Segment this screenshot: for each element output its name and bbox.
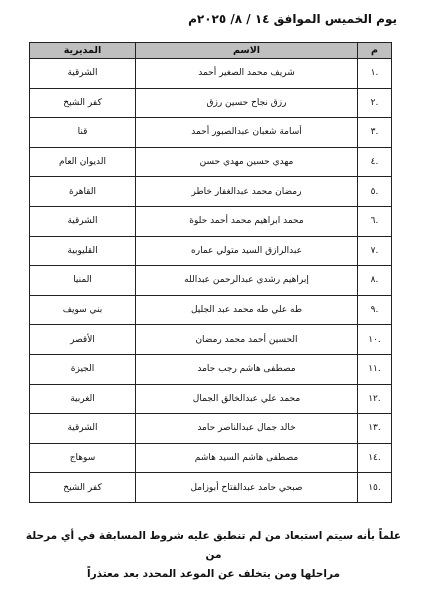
row-number: .٥	[358, 177, 392, 207]
row-directorate: الديوان العام	[30, 147, 136, 177]
table-row	[30, 266, 392, 296]
row-name: خالد جمال عبدالناصر حامد	[136, 414, 358, 444]
row-directorate: سوهاج	[30, 443, 136, 473]
row-directorate: كفر الشيخ	[30, 88, 136, 118]
row-name: مصطفى هاشم رجب حامد	[136, 354, 358, 384]
row-name: إبراهيم رشدي عبدالرحمن عبدالله	[136, 266, 358, 296]
row-number: .١٠	[358, 325, 392, 355]
row-name: محمد علي عبدالخالق الجمال	[136, 384, 358, 414]
row-directorate: الشرقية	[30, 59, 136, 89]
row-name: الحسين أحمد محمد رمضان	[136, 325, 358, 355]
row-directorate: المنيا	[30, 266, 136, 296]
table-header	[30, 43, 392, 59]
row-name: رزق نجاح حسين رزق	[136, 88, 358, 118]
table-row	[30, 177, 392, 207]
row-number: .١٣	[358, 414, 392, 444]
row-directorate: كفر الشيخ	[30, 473, 136, 503]
row-name: شريف محمد الصغير أحمد	[136, 59, 358, 89]
row-number: .١١	[358, 354, 392, 384]
table-row	[30, 147, 392, 177]
row-directorate: الغربية	[30, 384, 136, 414]
row-number: .١	[358, 59, 392, 89]
row-directorate: الشرقية	[30, 414, 136, 444]
row-name: أسامة شعبان عبدالصبور أحمد	[136, 118, 358, 148]
table-row	[30, 384, 392, 414]
row-name: مهدي حسين مهدي حسن	[136, 147, 358, 177]
table-body	[30, 59, 392, 503]
table-row	[30, 354, 392, 384]
table-row	[30, 88, 392, 118]
row-number: .٦	[358, 206, 392, 236]
row-number: .١٤	[358, 443, 392, 473]
header-row	[30, 43, 392, 59]
row-number: .٨	[358, 266, 392, 296]
row-name: مصطفى هاشم السيد هاشم	[136, 443, 358, 473]
table-row	[30, 473, 392, 503]
row-name: صبحي حامد عبدالفتاح أبوزامل	[136, 473, 358, 503]
row-number: .٤	[358, 147, 392, 177]
footer-note-line-1: علماً بأنه سيتم استبعاد من لم تنطبق عليه شروط المسابقة في أي مرحلة من	[25, 530, 402, 561]
row-directorate: القاهرة	[30, 177, 136, 207]
table-row	[30, 59, 392, 89]
row-number: .٩	[358, 295, 392, 325]
table-row	[30, 325, 392, 355]
table-row	[30, 118, 392, 148]
table-row	[30, 414, 392, 444]
row-directorate: الأقصر	[30, 325, 136, 355]
table-row	[30, 206, 392, 236]
table-row	[30, 295, 392, 325]
row-directorate: الجيزة	[30, 354, 136, 384]
row-number: .٢	[358, 88, 392, 118]
row-directorate: قنا	[30, 118, 136, 148]
row-number: .٣	[358, 118, 392, 148]
date-heading: يوم الخميس الموافق ١٤ / ٨/ ٢٠٢٥م	[188, 12, 397, 26]
row-directorate: القليوبية	[30, 236, 136, 266]
table-row	[30, 443, 392, 473]
table-row	[30, 236, 392, 266]
column-header-directorate: المديرية	[30, 43, 136, 59]
footer-note	[20, 527, 407, 584]
roster-table	[29, 42, 392, 503]
row-number: .١٢	[358, 384, 392, 414]
row-name: طه علي طه محمد عبد الجليل	[136, 295, 358, 325]
row-name: رمضان محمد عبدالغفار خاطر	[136, 177, 358, 207]
footer-note-line-2: مراحلها ومن يتخلف عن الموعد المحدد بعد معتذراً	[87, 568, 340, 580]
row-name: محمد ابراهيم محمد أحمد حلوة	[136, 206, 358, 236]
row-number: .٧	[358, 236, 392, 266]
row-directorate: بني سويف	[30, 295, 136, 325]
row-number: .١٥	[358, 473, 392, 503]
row-name: عبدالرازق السيد متولي عماره	[136, 236, 358, 266]
column-header-number: م	[358, 43, 392, 59]
column-header-name: الاسم	[136, 43, 358, 59]
row-directorate: الشرقية	[30, 206, 136, 236]
